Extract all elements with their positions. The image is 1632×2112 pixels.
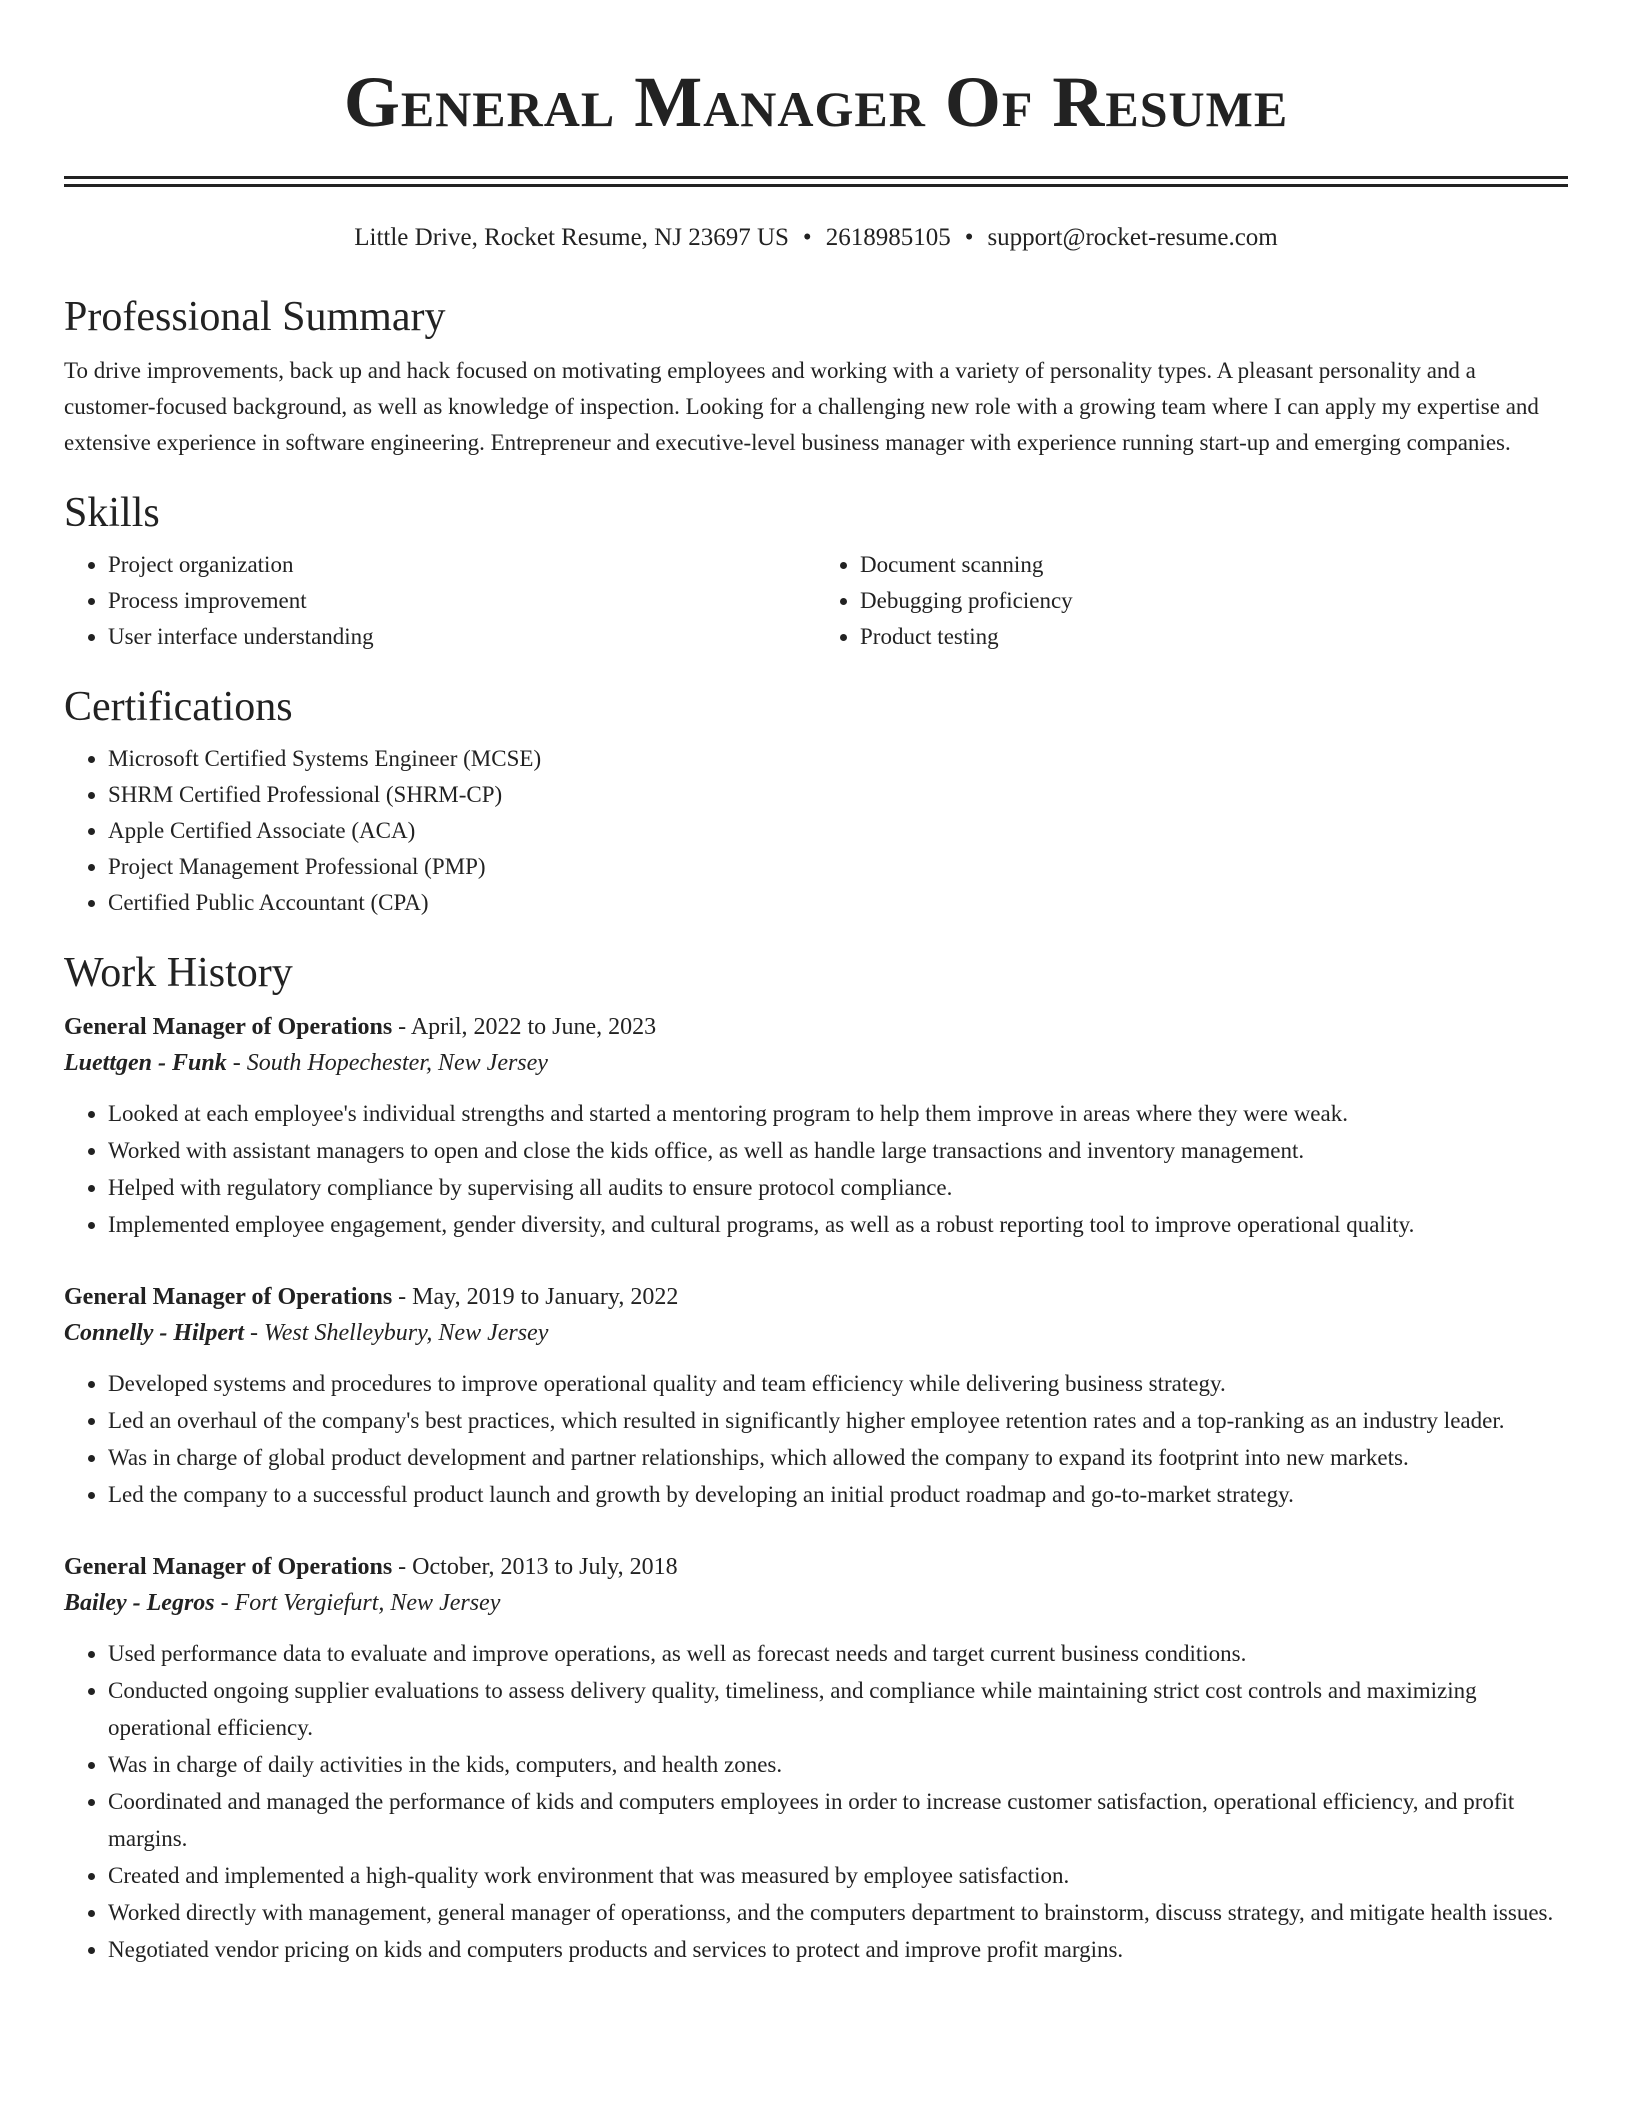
job-company: Luettgen - Funk bbox=[64, 1050, 227, 1076]
certification-item: • Project Management Professional (PMP) bbox=[108, 849, 1568, 885]
job-bullet: • Led the company to a successful product launch and growth by developing an initial product roadmap and go-to-market strategy. bbox=[108, 1476, 1568, 1513]
skills-list-left bbox=[64, 547, 816, 655]
certification-item: • Microsoft Certified Systems Engineer (MCSE) bbox=[108, 741, 1568, 777]
certifications-heading: Certifications bbox=[64, 684, 293, 730]
certifications-section bbox=[64, 681, 1568, 921]
job-bullet: • Worked with assistant managers to open and close the kids office, as well as handle large transactions and inventory management. bbox=[108, 1132, 1568, 1169]
skill-item: • Product testing bbox=[860, 619, 1568, 655]
job-title-line bbox=[64, 1549, 1568, 1585]
summary-heading: Professional Summary bbox=[64, 294, 446, 340]
job-bullet: • Was in charge of daily activities in the kids, computers, and health zones. bbox=[108, 1746, 1568, 1783]
job-bullet: • Conducted ongoing supplier evaluations to assess delivery quality, timeliness, and compliance while maintaining strict cost controls and maximizing operational efficiency. bbox=[108, 1672, 1568, 1746]
job-dates: - April, 2022 to June, 2023 bbox=[392, 1014, 657, 1040]
job-company: Bailey - Legros bbox=[64, 1590, 215, 1616]
certification-item: • Apple Certified Associate (ACA) bbox=[108, 813, 1568, 849]
job-location: - South Hopechester, New Jersey bbox=[226, 1050, 548, 1076]
job-bullet: • Helped with regulatory compliance by supervising all audits to ensure protocol compliance. bbox=[108, 1169, 1568, 1206]
contact-separator: • bbox=[964, 224, 974, 251]
contact-line bbox=[64, 221, 1568, 255]
skills-heading: Skills bbox=[64, 490, 160, 536]
contact-address: Little Drive, Rocket Resume, NJ 23697 US bbox=[354, 224, 789, 251]
job-company-line bbox=[64, 1315, 1568, 1351]
job-entry bbox=[64, 1279, 1568, 1513]
job-bullet: • Created and implemented a high-quality work environment that was measured by employee satisfaction. bbox=[108, 1857, 1568, 1894]
skill-item: • Document scanning bbox=[860, 547, 1568, 583]
job-bullets bbox=[64, 1635, 1568, 1968]
job-bullet: • Was in charge of global product development and partner relationships, which allowed the company to expand its footprint into new markets. bbox=[108, 1439, 1568, 1476]
title-double-rule bbox=[64, 176, 1568, 187]
job-location: - West Shelleybury, New Jersey bbox=[244, 1320, 549, 1346]
summary-text: To drive improvements, back up and hack focused on motivating employees and working with a variety of personality types. A pleasant personality and a customer-focused background, as well as knowledge of inspection. Looking for a challenging new role with a growing team where I can apply my expertise and extensive experience in software engineering. Entrepreneur and executive-level business manager with experience running start-up and emerging companies. bbox=[64, 358, 1539, 455]
job-bullets bbox=[64, 1365, 1568, 1513]
work-history-heading: Work History bbox=[64, 950, 293, 996]
job-title: General Manager of Operations bbox=[64, 1284, 393, 1310]
job-bullet: • Coordinated and managed the performance of kids and computers employees in order to increase customer satisfaction, operational efficiency, and profit margins. bbox=[108, 1783, 1568, 1857]
summary-section bbox=[64, 291, 1568, 461]
job-bullet: • Used performance data to evaluate and improve operations, as well as forecast needs and target current business conditions. bbox=[108, 1635, 1568, 1672]
resume-title: General Manager Of Resume bbox=[343, 62, 1289, 142]
certifications-list bbox=[64, 741, 1568, 921]
job-company-line bbox=[64, 1045, 1568, 1081]
skills-section bbox=[64, 487, 1568, 655]
contact-email: support@rocket-resume.com bbox=[987, 224, 1278, 251]
job-dates: - October, 2013 to July, 2018 bbox=[392, 1554, 678, 1580]
contact-phone: 2618985105 bbox=[825, 224, 951, 251]
job-bullet: • Looked at each employee's individual strengths and started a mentoring program to help them improve in areas where they were weak. bbox=[108, 1095, 1568, 1132]
certification-item: • SHRM Certified Professional (SHRM-CP) bbox=[108, 777, 1568, 813]
job-location: - Fort Vergiefurt, New Jersey bbox=[214, 1590, 501, 1616]
contact-separator: • bbox=[802, 224, 812, 251]
job-bullet: • Worked directly with management, general manager of operationss, and the computers department to brainstorm, discuss strategy, and mitigate health issues. bbox=[108, 1894, 1568, 1931]
job-bullet: • Implemented employee engagement, gender diversity, and cultural programs, as well as a robust reporting tool to improve operational quality. bbox=[108, 1206, 1568, 1243]
job-company-line bbox=[64, 1585, 1568, 1621]
job-title-line bbox=[64, 1009, 1568, 1045]
skill-item: • Project organization bbox=[108, 547, 816, 583]
job-company: Connelly - Hilpert bbox=[64, 1320, 244, 1346]
job-title-line bbox=[64, 1279, 1568, 1315]
job-bullets bbox=[64, 1095, 1568, 1243]
skills-list-right bbox=[816, 547, 1568, 655]
job-entry bbox=[64, 1549, 1568, 1968]
skill-item: • Debugging proficiency bbox=[860, 583, 1568, 619]
job-bullet: • Led an overhaul of the company's best practices, which resulted in significantly higher employee retention rates and a top-ranking as an industry leader. bbox=[108, 1402, 1568, 1439]
job-title: General Manager of Operations bbox=[64, 1014, 393, 1040]
job-dates: - May, 2019 to January, 2022 bbox=[392, 1284, 679, 1310]
job-entry bbox=[64, 1009, 1568, 1243]
certification-item: • Certified Public Accountant (CPA) bbox=[108, 885, 1568, 921]
job-title: General Manager of Operations bbox=[64, 1554, 393, 1580]
job-bullet: • Negotiated vendor pricing on kids and computers products and services to protect and improve profit margins. bbox=[108, 1931, 1568, 1968]
work-history-section bbox=[64, 947, 1568, 1968]
skills-columns bbox=[64, 547, 1568, 655]
skill-item: • User interface understanding bbox=[108, 619, 816, 655]
skill-item: • Process improvement bbox=[108, 583, 816, 619]
job-bullet: • Developed systems and procedures to improve operational quality and team efficiency while delivering business strategy. bbox=[108, 1365, 1568, 1402]
